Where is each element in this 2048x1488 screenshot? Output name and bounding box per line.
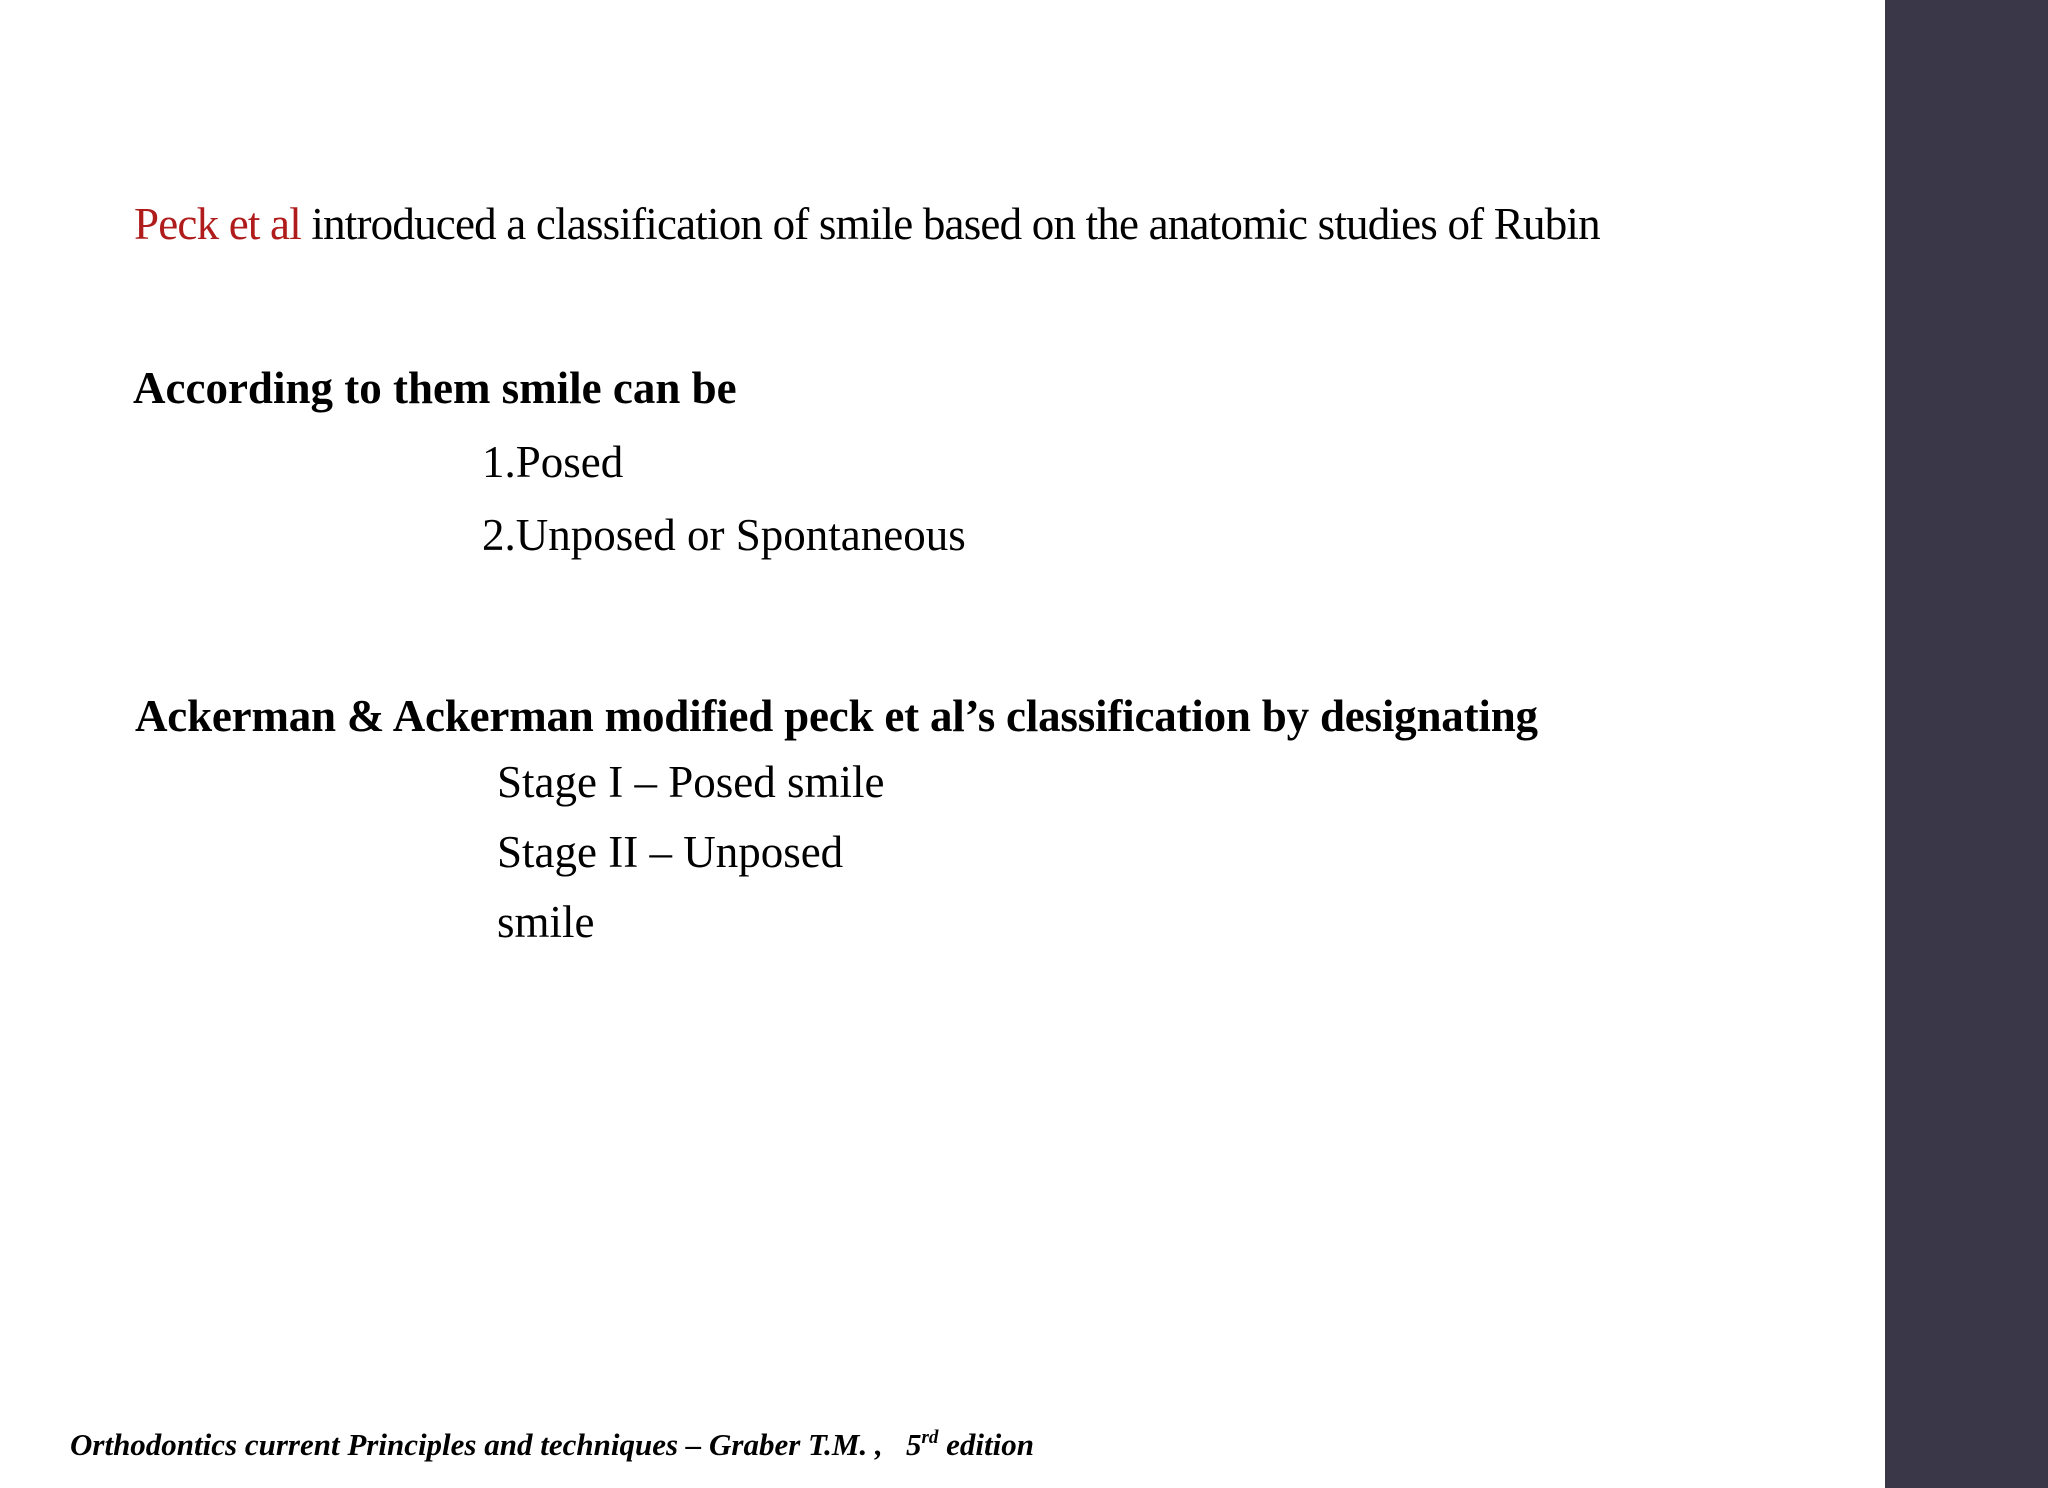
section1-item-posed: 1.Posed <box>482 437 624 487</box>
citation-edition-suffix: rd <box>921 1427 939 1448</box>
section2-heading: Ackerman & Ackerman modified peck et al’s classification by designating <box>135 691 1538 741</box>
intro-line <box>134 199 1600 249</box>
citation-text: Orthodontics current Principles and techniques – Graber T.M. , <box>70 1427 883 1462</box>
citation-edition-word: edition <box>946 1427 1034 1462</box>
intro-text: introduced a classification of smile based on the anatomic studies of Rubin <box>311 199 1600 249</box>
section1-heading: According to them smile can be <box>133 363 737 413</box>
section2-item-stage-2: Stage II – Unposed <box>497 827 844 877</box>
side-bar <box>1885 0 2048 1488</box>
section2-item-stage-1: Stage I – Posed smile <box>497 757 885 807</box>
section2-item-stage-2-cont: smile <box>497 897 595 947</box>
citation <box>70 1429 1034 1460</box>
citation-edition-number: 5 <box>905 1427 922 1462</box>
section1-item-unposed: 2.Unposed or Spontaneous <box>482 510 966 560</box>
intro-highlight: Peck et al <box>134 199 301 249</box>
